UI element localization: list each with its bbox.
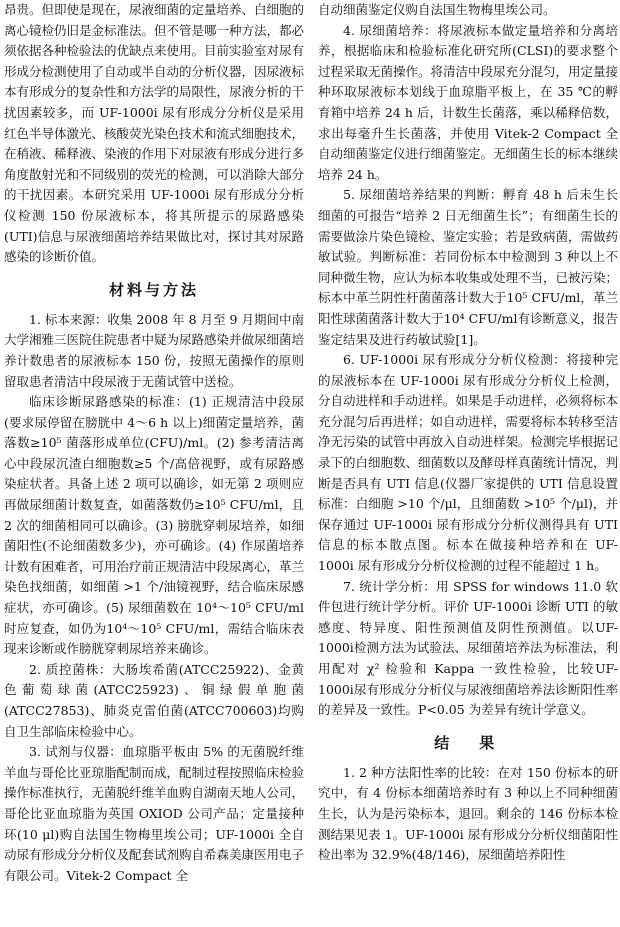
- paragraph-statistics: 7. 统计学分析：用 SPSS for windows 11.0 软件包进行统计学分析。评价 UF-1000i 诊断 UTI 的敏感度、特异度、阳性预测值及阴性预测值。以UF-1000i检测方法为试验法、尿细菌培养法为标准法，利用配对 χ² 检验和 Kappa 一致性检验，比较UF-1000i尿有形成分分析仪与尿液细菌培养法诊断阳性率的差异及一致性。P<0.05 为差异有统计学意义。: [318, 578, 618, 718]
- paragraph-culture-judgement: 5. 尿细菌培养结果的判断：孵育 48 h 后未生长细菌的可报告“培养 2 日无细菌生长”；有细菌生长的需要做涂片染色镜检、鉴定实验；若是致病菌，需做药敏试验。判断标准：若同份标本中检测到 3 种以上不同种微生物，应认为标本收集或处理不当，已被污染；标本中革兰阴性杆菌菌落计数大于10⁵ CFU/ml，革兰阳性球菌菌落计数大于10⁴ CFU/ml有诊断意义，报告鉴定结果及进行药敏试验[1]。: [318, 187, 618, 347]
- left-column: [4, 0, 304, 927]
- paragraph-results-comparison: 1. 2 种方法阳性率的比较：在对 150 份标本的研究中，有 4 份标本细菌培养时有 3 种以上不同种细菌生长，认为是污染标本，退回。剩余的 146 份标本检测结果见表 1。UF-1000i 尿有形成分分析仪细菌阳性检出率为 32.9%(48/146)，尿细菌培养阳性: [318, 764, 618, 863]
- paragraph-diagnostic-criteria: 临床诊断尿路感染的标准：(1) 正规清洁中段尿(要求尿停留在膀胱中 4～6 h 以上)细菌定量培养，菌落数≥10⁵ 菌落形成单位(CFU)/ml。(2) 参考清洁离心中段尿沉渣白细胞数≥5 个/高倍视野，或有尿路感染症状者。具备上述 2 项可以确诊，如无第 2 项则应再做尿细菌计数复查，如菌落数仍≥10⁵ CFU/ml，且 2 次的细菌相同可以确诊。(3) 膀胱穿刺尿培养，如细菌阳性(不论细菌数多少)，亦可确诊。(4) 作尿菌培养计数有困难者，可用治疗前正规清洁中段尿离心，革兰染色找细菌，如细菌 >1 个/油镜视野，结合临床尿感症状，亦可确诊。(5) 尿细菌数在 10⁴～10⁵ CFU/ml 时应复查，如仍为10⁴～10⁵ CFU/ml，需结合临床表现来诊断或作膀胱穿刺尿培养来确诊。: [4, 394, 304, 657]
- paragraph-uf1000i-detection: 6. UF-1000i 尿有形成分分析仪检测：将接种完的尿液标本在 UF-1000i 尿有形成分分析仪上检测，分自动进样和手动进样。如果是手动进样，必须将标本充分混匀后再进样；如自动进样，需要将标本转移至洁净无污染的试管中再放入自动进样架。检测完毕根据记录下的白细胞数、细菌数以及酵母样真菌统计情况，判断是否具有 UTI 信息(仪器厂家提供的 UTI 信息设置标准：白细胞 >10 个/μl，且细菌数 >10⁵ 个/μl)，并保存通过 UF-1000i 尿有形成分分析仪测得具有 UTI 信息的标本散点图。标本在做接种培养和在 UF-1000i 尿有形成分分析仪检测的过程不能超过 1 h。: [318, 352, 618, 574]
- section-heading-methods: 材料与方法: [108, 280, 199, 299]
- paragraph-specimen-source: 1. 标本来源：收集 2008 年 8 月至 9 月期间中南大学湘雅三医院住院患者中疑为尿路感染并做尿细菌培养计数患者的尿液标本 150 份，按照无菌操作的原则留取患者清洁中段尿液于无菌试管中送检。: [4, 311, 304, 389]
- paragraph-reagents-tail: 自动细菌鉴定仪购自法国生物梅里埃公司。: [318, 2, 556, 17]
- right-column: [318, 0, 618, 927]
- paragraph-qc-strains: 2. 质控菌株：大肠埃希菌(ATCC25922)、金黄色葡萄球菌(ATCC25923)、铜绿假单胞菌(ATCC27853)、肺炎克雷伯菌(ATCC700603)均购自卫生部临床检验中心。: [4, 661, 304, 739]
- paragraph-reagents: 3. 试剂与仪器：血琼脂平板由 5% 的无菌脱纤维羊血与哥伦比亚琼脂配制而成，配制过程按照临床检验操作标准执行，无菌脱纤维羊血购自湖南天地人公司，哥伦比亚血琼脂为英国 OXIOD 公司产品；定量接种环(10 μl)购自法国生物梅里埃公司；UF-1000i 全自动尿有形成分分析仪及配套试剂购自希森美康医用电子有限公司。Vitek-2 Compact 全: [4, 744, 304, 883]
- section-heading-results: 结 果: [434, 733, 502, 752]
- paragraph-urine-culture: 4. 尿细菌培养：将尿液标本做定量培养和分离培养，根据临床和检验标准化研究所(CLSI)的要求整个过程采取无菌操作。将清洁中段尿充分混匀，用定量接种环取尿液标本划线于血琼脂平板上，在 35 ℃的孵育箱中培养 24 h 后，计数生长菌落，乘以稀释倍数，求出每毫升生长菌落，并使用 Vitek-2 Compact 全自动细菌鉴定仪进行细菌鉴定。无细菌生长的标本继续培养 24 h。: [318, 22, 618, 182]
- intro-paragraph-tail: 昂贵。但即使是现在，尿液细菌的定量培养、白细胞的离心镜检仍旧是金标准法。但不管是哪一种方法，都必须依据各种检验法的优缺点来使用。目前实验室对尿有形成分检测使用了自动或半自动的分析仪器，因尿液标本有形成分的复杂性和方法学的局限性，尿液分析的干扰因素较多，而 UF-1000i 尿有形成分分析仪是采用红色半导体激光、核酸荧光染色技术和流式细胞技术，在稍液、稀释液、染液的作用下对尿液有形成分进行多角度散射光和不同级别的荧光的检测，可以消除大部分的干扰因素。本研究采用 UF-1000i 尿有形成分分析仪检测 150 份尿液标本，将其所提示的尿路感染(UTI)信息与尿液细菌培养结果做比对，探讨其对尿路感染的诊断价值。: [4, 2, 304, 265]
